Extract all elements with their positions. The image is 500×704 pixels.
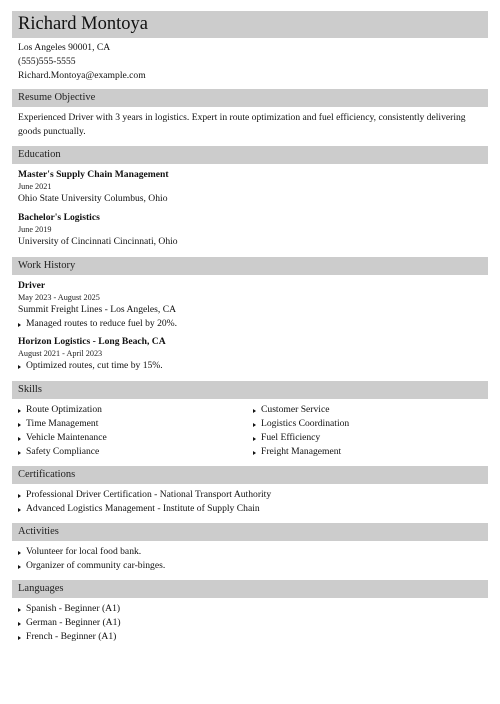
job-title: Horizon Logistics - Long Beach, CA: [18, 336, 166, 347]
activities-list: [12, 541, 488, 573]
job-bullet: Managed routes to reduce fuel by 20%.: [18, 317, 488, 331]
job-item: [18, 279, 488, 331]
skill-item: Freight Management: [253, 445, 488, 459]
section-heading-languages: Languages: [12, 580, 488, 598]
section-heading-objective: Resume Objective: [12, 89, 488, 107]
phone: (555)555-5555: [18, 56, 76, 67]
activity-item: Volunteer for local food bank.: [18, 545, 488, 559]
languages-list: [12, 598, 488, 644]
education-date: June 2019: [18, 225, 52, 234]
education-date: June 2021: [18, 182, 52, 191]
job-bullets: [18, 359, 488, 373]
activity-item: Organizer of community car-binges.: [18, 559, 488, 573]
certification-item: Professional Driver Certification - National Transport Authority: [18, 488, 488, 502]
language-item: German - Beginner (A1): [18, 616, 488, 630]
skills-grid: [12, 399, 488, 459]
job-title: Driver: [18, 280, 46, 291]
education-item: [18, 168, 488, 206]
school: University of Cincinnati Cincinnati, Ohio: [18, 236, 178, 247]
skills-column-left: [18, 403, 253, 459]
work-list: [12, 275, 488, 373]
activities-bullets: [18, 545, 488, 573]
section-heading-activities: Activities: [12, 523, 488, 541]
section-heading-education: Education: [12, 146, 488, 164]
languages-bullets: [18, 602, 488, 644]
candidate-name: Richard Montoya: [12, 11, 488, 38]
job-bullet: Optimized routes, cut time by 15%.: [18, 359, 488, 373]
job-company: Summit Freight Lines - Los Angeles, CA: [18, 304, 177, 315]
education-item: [18, 211, 488, 249]
skill-item: Fuel Efficiency: [253, 431, 488, 445]
email: Richard.Montoya@example.com: [18, 70, 146, 81]
certification-item: Advanced Logistics Management - Institute of Supply Chain: [18, 502, 488, 516]
skill-item: Customer Service: [253, 403, 488, 417]
language-item: French - Beginner (A1): [18, 630, 488, 644]
degree: Bachelor's Logistics: [18, 212, 100, 223]
address: Los Angeles 90001, CA: [18, 42, 111, 53]
skills-column-right: [253, 403, 488, 459]
section-heading-certifications: Certifications: [12, 466, 488, 484]
objective-text: Experienced Driver with 3 years in logistics. Expert in route optimization and fuel efficiency, consistently delivering goods punctually.: [18, 112, 466, 137]
job-bullets: [18, 317, 488, 331]
language-item: Spanish - Beginner (A1): [18, 602, 488, 616]
degree: Master's Supply Chain Management: [18, 169, 169, 180]
skill-item: Logistics Coordination: [253, 417, 488, 431]
contact-info: [12, 38, 488, 83]
skill-item: Safety Compliance: [18, 445, 253, 459]
job-date: May 2023 - August 2025: [18, 293, 100, 302]
skill-item: Time Management: [18, 417, 253, 431]
section-heading-skills: Skills: [12, 381, 488, 399]
job-date: August 2021 - April 2023: [18, 349, 103, 358]
job-item: [18, 335, 488, 373]
skill-item: Route Optimization: [18, 403, 253, 417]
skill-item: Vehicle Maintenance: [18, 431, 253, 445]
education-list: [12, 164, 488, 249]
certifications-list: [12, 484, 488, 516]
certifications-bullets: [18, 488, 488, 516]
school: Ohio State University Columbus, Ohio: [18, 193, 168, 204]
section-heading-work-history: Work History: [12, 257, 488, 275]
